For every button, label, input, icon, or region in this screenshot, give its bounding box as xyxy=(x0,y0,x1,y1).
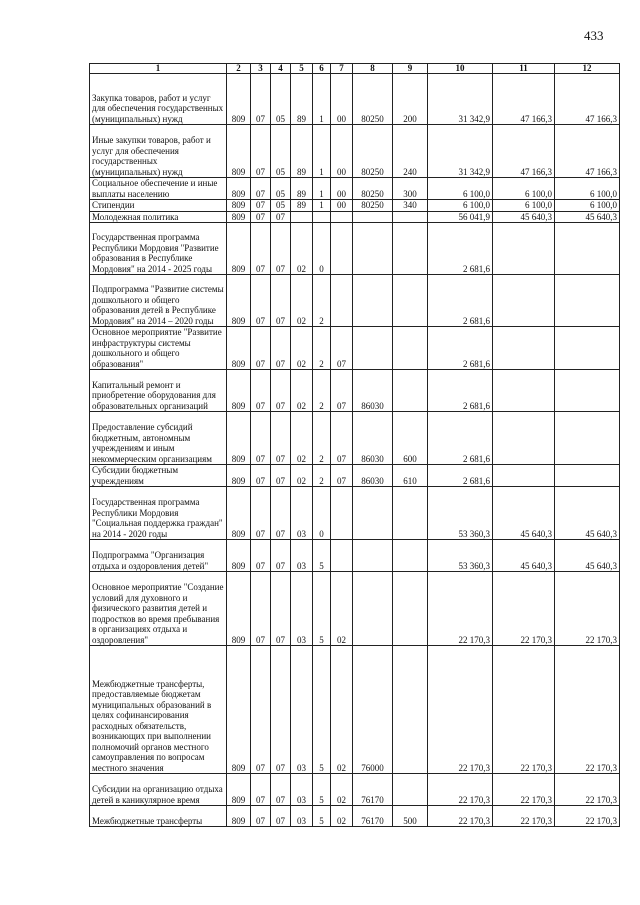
cell-c8 xyxy=(353,540,393,572)
cell-c11: 45 640,3 xyxy=(493,487,555,540)
cell-c12: 6 100,0 xyxy=(555,200,620,212)
cell-c8: 76170 xyxy=(353,806,393,827)
table-row xyxy=(90,125,620,178)
cell-c5: 03 xyxy=(291,572,313,646)
cell-c7 xyxy=(331,540,353,572)
table-row xyxy=(90,540,620,572)
cell-c10: 31 342,9 xyxy=(428,74,493,125)
cell-c9 xyxy=(393,370,428,412)
column-header: 4 xyxy=(271,64,291,74)
row-name-cell: Межбюджетные трансферты, предоставляемые бюджетам муниципальных образований в целях софинансирования расходных обязательств, возникающих при выполнении полномочий органов местного самоуправления по вопросам местного значения xyxy=(90,646,227,774)
cell-c10: 22 170,3 xyxy=(428,774,493,806)
cell-c9: 240 xyxy=(393,125,428,178)
cell-c4: 07 xyxy=(271,412,291,465)
column-header: 7 xyxy=(331,64,353,74)
cell-c10: 6 100,0 xyxy=(428,200,493,212)
cell-c4: 05 xyxy=(271,125,291,178)
cell-c6: 1 xyxy=(313,74,331,125)
cell-c10: 56 041,9 xyxy=(428,211,493,223)
cell-c4: 07 xyxy=(271,370,291,412)
cell-c10: 2 681,6 xyxy=(428,465,493,487)
cell-c3: 07 xyxy=(251,412,271,465)
cell-c4: 07 xyxy=(271,646,291,774)
cell-c5: 02 xyxy=(291,327,313,370)
cell-c8 xyxy=(353,275,393,327)
cell-c12 xyxy=(555,223,620,275)
cell-c7: 02 xyxy=(331,646,353,774)
cell-c7: 02 xyxy=(331,774,353,806)
cell-c12: 47 166,3 xyxy=(555,125,620,178)
table-row xyxy=(90,327,620,370)
page-number: 433 xyxy=(584,28,604,43)
cell-c12: 22 170,3 xyxy=(555,774,620,806)
cell-c2: 809 xyxy=(227,223,251,275)
table-row xyxy=(90,200,620,212)
row-name-cell: Субсидии на организацию отдыха детей в каникулярное время xyxy=(90,774,227,806)
cell-c6: 2 xyxy=(313,412,331,465)
cell-c6: 0 xyxy=(313,487,331,540)
cell-c5: 03 xyxy=(291,646,313,774)
cell-c11: 22 170,3 xyxy=(493,646,555,774)
table-row xyxy=(90,178,620,200)
cell-c10: 2 681,6 xyxy=(428,327,493,370)
cell-c11: 22 170,3 xyxy=(493,774,555,806)
cell-c10: 2 681,6 xyxy=(428,275,493,327)
cell-c9 xyxy=(393,223,428,275)
row-name-cell: Социальное обеспечение и иные выплаты населению xyxy=(90,178,227,200)
cell-c4: 05 xyxy=(271,178,291,200)
cell-c2: 809 xyxy=(227,275,251,327)
cell-c9: 600 xyxy=(393,412,428,465)
cell-c10: 22 170,3 xyxy=(428,572,493,646)
budget-table xyxy=(89,63,620,827)
row-name-cell: Подпрограмма "Развитие системы дошкольного и общего образования детей в Республике Мордовия" на 2014 – 2020 годы xyxy=(90,275,227,327)
cell-c4: 07 xyxy=(271,275,291,327)
cell-c4: 07 xyxy=(271,806,291,827)
cell-c7: 07 xyxy=(331,327,353,370)
cell-c4: 07 xyxy=(271,540,291,572)
cell-c8: 76170 xyxy=(353,774,393,806)
cell-c5: 03 xyxy=(291,540,313,572)
cell-c5: 03 xyxy=(291,806,313,827)
cell-c10: 22 170,3 xyxy=(428,806,493,827)
table-row xyxy=(90,223,620,275)
cell-c2: 809 xyxy=(227,125,251,178)
table-row xyxy=(90,370,620,412)
cell-c7: 00 xyxy=(331,200,353,212)
cell-c10: 2 681,6 xyxy=(428,223,493,275)
cell-c2: 809 xyxy=(227,370,251,412)
column-header: 12 xyxy=(555,64,620,74)
cell-c4: 05 xyxy=(271,200,291,212)
cell-c5: 02 xyxy=(291,223,313,275)
cell-c2: 809 xyxy=(227,540,251,572)
cell-c9 xyxy=(393,540,428,572)
cell-c11 xyxy=(493,223,555,275)
cell-c10: 22 170,3 xyxy=(428,646,493,774)
cell-c12: 47 166,3 xyxy=(555,74,620,125)
cell-c12 xyxy=(555,465,620,487)
cell-c12 xyxy=(555,327,620,370)
table-row xyxy=(90,465,620,487)
row-name-cell: Основное мероприятие "Развитие инфраструктуры системы дошкольного и общего образования" xyxy=(90,327,227,370)
cell-c7 xyxy=(331,487,353,540)
cell-c7 xyxy=(331,211,353,223)
cell-c4: 07 xyxy=(271,487,291,540)
cell-c9 xyxy=(393,275,428,327)
cell-c7 xyxy=(331,223,353,275)
cell-c8 xyxy=(353,211,393,223)
cell-c7: 02 xyxy=(331,572,353,646)
cell-c4: 07 xyxy=(271,774,291,806)
cell-c12: 22 170,3 xyxy=(555,806,620,827)
column-header: 10 xyxy=(428,64,493,74)
cell-c9 xyxy=(393,774,428,806)
cell-c6: 1 xyxy=(313,200,331,212)
cell-c4: 07 xyxy=(271,327,291,370)
cell-c8 xyxy=(353,487,393,540)
row-name-cell: Предоставление субсидий бюджетным, автономным учреждениям и иным некоммерческим организациям xyxy=(90,412,227,465)
cell-c9 xyxy=(393,646,428,774)
cell-c9: 610 xyxy=(393,465,428,487)
cell-c3: 07 xyxy=(251,125,271,178)
cell-c2: 809 xyxy=(227,646,251,774)
cell-c10: 6 100,0 xyxy=(428,178,493,200)
cell-c4: 07 xyxy=(271,572,291,646)
cell-c12: 22 170,3 xyxy=(555,572,620,646)
cell-c11: 47 166,3 xyxy=(493,74,555,125)
column-header: 6 xyxy=(313,64,331,74)
table-row xyxy=(90,211,620,223)
cell-c7 xyxy=(331,275,353,327)
cell-c6: 5 xyxy=(313,774,331,806)
cell-c3: 07 xyxy=(251,178,271,200)
cell-c9: 300 xyxy=(393,178,428,200)
cell-c11: 22 170,3 xyxy=(493,806,555,827)
cell-c6: 2 xyxy=(313,275,331,327)
cell-c3: 07 xyxy=(251,487,271,540)
row-name-cell: Иные закупки товаров, работ и услуг для обеспечения государственных (муниципальных) нужд xyxy=(90,125,227,178)
cell-c11 xyxy=(493,465,555,487)
cell-c2: 809 xyxy=(227,327,251,370)
cell-c2: 809 xyxy=(227,178,251,200)
cell-c6: 5 xyxy=(313,572,331,646)
row-name-cell: Основное мероприятие "Создание условий для духовного и физического развития детей и подростков во время пребывания в организациях отдыха и оздоровления" xyxy=(90,572,227,646)
table-row xyxy=(90,487,620,540)
cell-c3: 07 xyxy=(251,646,271,774)
cell-c8: 80250 xyxy=(353,200,393,212)
cell-c4: 07 xyxy=(271,211,291,223)
cell-c3: 07 xyxy=(251,223,271,275)
table-row xyxy=(90,275,620,327)
cell-c4: 07 xyxy=(271,223,291,275)
cell-c5: 89 xyxy=(291,178,313,200)
cell-c2: 809 xyxy=(227,74,251,125)
column-header: 3 xyxy=(251,64,271,74)
cell-c5: 03 xyxy=(291,487,313,540)
row-name-cell: Государственная программа Республики Мордовия "Развитие образования в Республике Мордовия" на 2014 - 2025 годы xyxy=(90,223,227,275)
cell-c6: 5 xyxy=(313,806,331,827)
cell-c10: 53 360,3 xyxy=(428,540,493,572)
cell-c7: 00 xyxy=(331,125,353,178)
cell-c8: 86030 xyxy=(353,412,393,465)
cell-c6: 1 xyxy=(313,178,331,200)
cell-c9: 200 xyxy=(393,74,428,125)
cell-c11 xyxy=(493,275,555,327)
cell-c4: 05 xyxy=(271,74,291,125)
cell-c8: 86030 xyxy=(353,465,393,487)
cell-c5: 02 xyxy=(291,412,313,465)
row-name-cell: Молодежная политика xyxy=(90,211,227,223)
cell-c7: 07 xyxy=(331,412,353,465)
cell-c3: 07 xyxy=(251,370,271,412)
row-name-cell: Государственная программа Республики Мордовия "Социальная поддержка граждан" на 2014 - 2020 годы xyxy=(90,487,227,540)
cell-c9 xyxy=(393,211,428,223)
cell-c2: 809 xyxy=(227,412,251,465)
column-header: 11 xyxy=(493,64,555,74)
cell-c3: 07 xyxy=(251,540,271,572)
cell-c6: 2 xyxy=(313,327,331,370)
cell-c5: 02 xyxy=(291,465,313,487)
cell-c8 xyxy=(353,572,393,646)
cell-c7: 07 xyxy=(331,465,353,487)
cell-c2: 809 xyxy=(227,774,251,806)
cell-c12 xyxy=(555,370,620,412)
cell-c9 xyxy=(393,327,428,370)
cell-c10: 2 681,6 xyxy=(428,412,493,465)
cell-c3: 07 xyxy=(251,74,271,125)
cell-c11: 6 100,0 xyxy=(493,178,555,200)
cell-c7: 00 xyxy=(331,178,353,200)
cell-c5: 02 xyxy=(291,275,313,327)
cell-c7: 02 xyxy=(331,806,353,827)
cell-c10: 31 342,9 xyxy=(428,125,493,178)
cell-c5: 89 xyxy=(291,125,313,178)
cell-c3: 07 xyxy=(251,465,271,487)
cell-c11: 6 100,0 xyxy=(493,200,555,212)
cell-c12: 6 100,0 xyxy=(555,178,620,200)
table-row xyxy=(90,74,620,125)
table-header-row xyxy=(90,64,620,74)
row-name-cell: Субсидии бюджетным учреждениям xyxy=(90,465,227,487)
cell-c2: 809 xyxy=(227,200,251,212)
cell-c7: 00 xyxy=(331,74,353,125)
cell-c8 xyxy=(353,223,393,275)
cell-c11: 45 640,3 xyxy=(493,211,555,223)
cell-c2: 809 xyxy=(227,487,251,540)
cell-c4: 07 xyxy=(271,465,291,487)
column-header: 5 xyxy=(291,64,313,74)
cell-c3: 07 xyxy=(251,806,271,827)
table-row xyxy=(90,806,620,827)
cell-c8: 76000 xyxy=(353,646,393,774)
cell-c8: 86030 xyxy=(353,370,393,412)
cell-c11 xyxy=(493,327,555,370)
cell-c11: 22 170,3 xyxy=(493,572,555,646)
cell-c8: 80250 xyxy=(353,74,393,125)
cell-c8: 80250 xyxy=(353,178,393,200)
cell-c7: 07 xyxy=(331,370,353,412)
cell-c11 xyxy=(493,412,555,465)
cell-c10: 53 360,3 xyxy=(428,487,493,540)
cell-c3: 07 xyxy=(251,774,271,806)
cell-c5: 02 xyxy=(291,370,313,412)
cell-c12 xyxy=(555,275,620,327)
cell-c11: 45 640,3 xyxy=(493,540,555,572)
table-row xyxy=(90,774,620,806)
cell-c8: 80250 xyxy=(353,125,393,178)
cell-c5: 89 xyxy=(291,74,313,125)
row-name-cell: Стипендии xyxy=(90,200,227,212)
cell-c3: 07 xyxy=(251,211,271,223)
cell-c6 xyxy=(313,211,331,223)
cell-c3: 07 xyxy=(251,572,271,646)
cell-c12: 22 170,3 xyxy=(555,646,620,774)
cell-c12 xyxy=(555,412,620,465)
cell-c12: 45 640,3 xyxy=(555,211,620,223)
cell-c5: 03 xyxy=(291,774,313,806)
row-name-cell: Закупка товаров, работ и услуг для обеспечения государственных (муниципальных) нужд xyxy=(90,74,227,125)
cell-c11 xyxy=(493,370,555,412)
row-name-cell: Подпрограмма "Организация отдыха и оздоровления детей" xyxy=(90,540,227,572)
cell-c2: 809 xyxy=(227,465,251,487)
cell-c9: 340 xyxy=(393,200,428,212)
cell-c11: 47 166,3 xyxy=(493,125,555,178)
cell-c12: 45 640,3 xyxy=(555,540,620,572)
cell-c3: 07 xyxy=(251,275,271,327)
column-header: 2 xyxy=(227,64,251,74)
cell-c5: 89 xyxy=(291,200,313,212)
column-header: 8 xyxy=(353,64,393,74)
cell-c6: 1 xyxy=(313,125,331,178)
column-header: 9 xyxy=(393,64,428,74)
table-row xyxy=(90,412,620,465)
row-name-cell: Межбюджетные трансферты xyxy=(90,806,227,827)
cell-c2: 809 xyxy=(227,572,251,646)
cell-c6: 5 xyxy=(313,646,331,774)
cell-c6: 0 xyxy=(313,223,331,275)
cell-c6: 2 xyxy=(313,465,331,487)
cell-c2: 809 xyxy=(227,211,251,223)
cell-c12: 45 640,3 xyxy=(555,487,620,540)
cell-c6: 2 xyxy=(313,370,331,412)
row-name-cell: Капитальный ремонт и приобретение оборудования для образовательных организаций xyxy=(90,370,227,412)
cell-c9 xyxy=(393,572,428,646)
cell-c8 xyxy=(353,327,393,370)
cell-c2: 809 xyxy=(227,806,251,827)
cell-c3: 07 xyxy=(251,327,271,370)
cell-c6: 5 xyxy=(313,540,331,572)
table-body xyxy=(90,74,620,827)
cell-c9 xyxy=(393,487,428,540)
cell-c9: 500 xyxy=(393,806,428,827)
table-row xyxy=(90,572,620,646)
table-row xyxy=(90,646,620,774)
cell-c3: 07 xyxy=(251,200,271,212)
column-header: 1 xyxy=(90,64,227,74)
cell-c10: 2 681,6 xyxy=(428,370,493,412)
cell-c5 xyxy=(291,211,313,223)
